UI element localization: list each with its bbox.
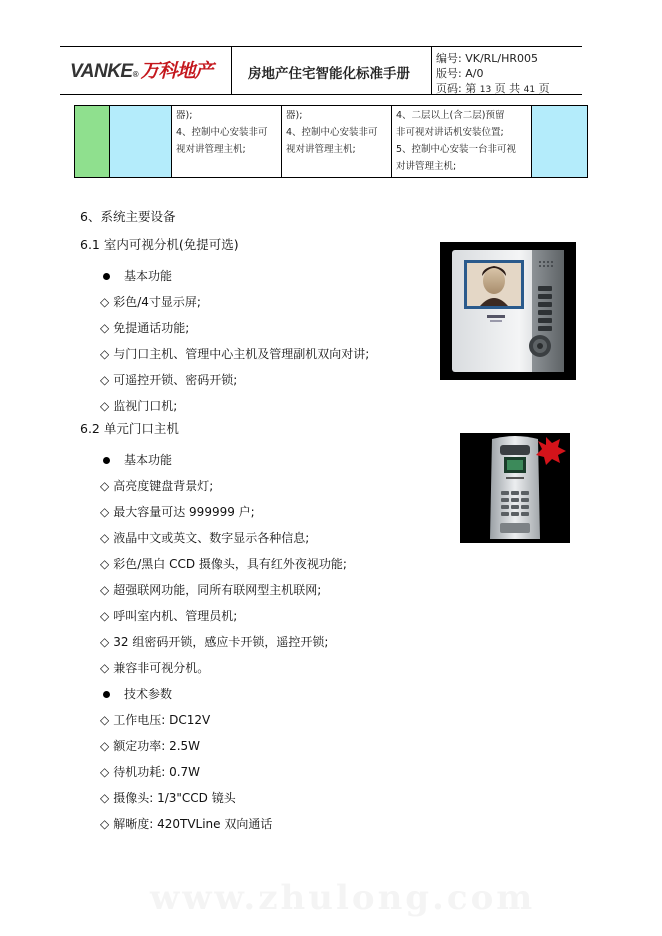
- s2-param: ◇ 摄像头: 1/3"CCD 镜头: [100, 791, 236, 805]
- doc-version: 版号: A/0: [436, 67, 484, 80]
- s1-item: ◇ 与门口主机、管理中心主机及管理副机双向对讲;: [100, 347, 370, 361]
- table-cell-6: [532, 106, 587, 177]
- bullet-icon: [103, 457, 110, 464]
- s1-item: ◇ 免提通话功能;: [100, 321, 190, 335]
- vanke-logo: [70, 56, 213, 80]
- doc-page: 页码: 第 13 页 共 41 页: [436, 82, 550, 95]
- logo-cn: 万科地产: [140, 61, 213, 82]
- logo-en: VANKE: [70, 61, 133, 82]
- table-cell-5: 4、二层以上(含二层)预留 非可视对讲话机安装位置; 5、控制中心安装一台非可视 对讲管理主机;: [392, 106, 532, 177]
- table-cell-3: 器); 4、控制中心安装非可 视对讲管理主机;: [172, 106, 282, 177]
- s2-item: ◇ 最大容量可达 999999 户;: [100, 505, 255, 519]
- header-divider-1: [231, 46, 232, 95]
- watermark: www.zhulong.com: [150, 878, 536, 918]
- table-cell-2: [110, 106, 172, 177]
- s2-item: ◇ 兼容非可视分机。: [100, 661, 210, 675]
- s2-item: ◇ 32 组密码开锁，感应卡开锁，遥控开锁;: [100, 635, 329, 649]
- table-cell-4: 器); 4、控制中心安装非可 视对讲管理主机;: [282, 106, 392, 177]
- s2-item: ◇ 彩色/黑白 CCD 摄像头，具有红外夜视功能;: [100, 557, 347, 571]
- s2-item: ◇ 呼叫室内机、管理员机;: [100, 609, 238, 623]
- s2-param: ◇ 解晰度: 420TVLine 双向通话: [100, 817, 273, 831]
- s1-item: ◇ 可遥控开锁、密码开锁;: [100, 373, 238, 387]
- table-continuation: [74, 105, 588, 178]
- subsection-6-1-title: 6.1 室内可视分机(免提可选): [80, 237, 239, 252]
- indoor-video-monitor-image: [440, 242, 576, 380]
- doc-number: 编号: VK/RL/HR005: [436, 52, 539, 65]
- s2-param: ◇ 待机功耗: 0.7W: [100, 765, 201, 779]
- s1-basic-functions: 基本功能: [100, 267, 172, 284]
- s2-param: ◇ 额定功率: 2.5W: [100, 739, 201, 753]
- s2-item: ◇ 高亮度键盘背景灯;: [100, 479, 214, 493]
- s2-item: ◇ 超强联网功能，同所有联网型主机联网;: [100, 583, 322, 597]
- doc-title: 房地产住宅智能化标准手册: [248, 66, 410, 82]
- bullet-icon: [103, 691, 110, 698]
- indoor-video-monitor-icon: [440, 242, 576, 380]
- header-divider-2: [431, 46, 432, 95]
- subsection-6-2-title: 6.2 单元门口主机: [80, 421, 179, 436]
- header-top-rule: [60, 46, 582, 47]
- bullet-icon: [103, 273, 110, 280]
- logo-reg: ®: [132, 70, 139, 79]
- s2-tech-params: 技术参数: [100, 685, 172, 702]
- door-entry-panel-image: [460, 433, 570, 543]
- table-cell-1: [75, 106, 110, 177]
- s2-param: ◇ 工作电压: DC12V: [100, 713, 211, 727]
- s1-item: ◇ 彩色/4寸显示屏;: [100, 295, 201, 309]
- s2-basic-functions: 基本功能: [100, 451, 172, 468]
- door-entry-panel-icon: [460, 433, 570, 543]
- s2-item: ◇ 液晶中文或英文、数字显示各种信息;: [100, 531, 310, 545]
- s1-item: ◇ 监视门口机;: [100, 399, 178, 413]
- section-heading: 6、系统主要设备: [80, 209, 176, 224]
